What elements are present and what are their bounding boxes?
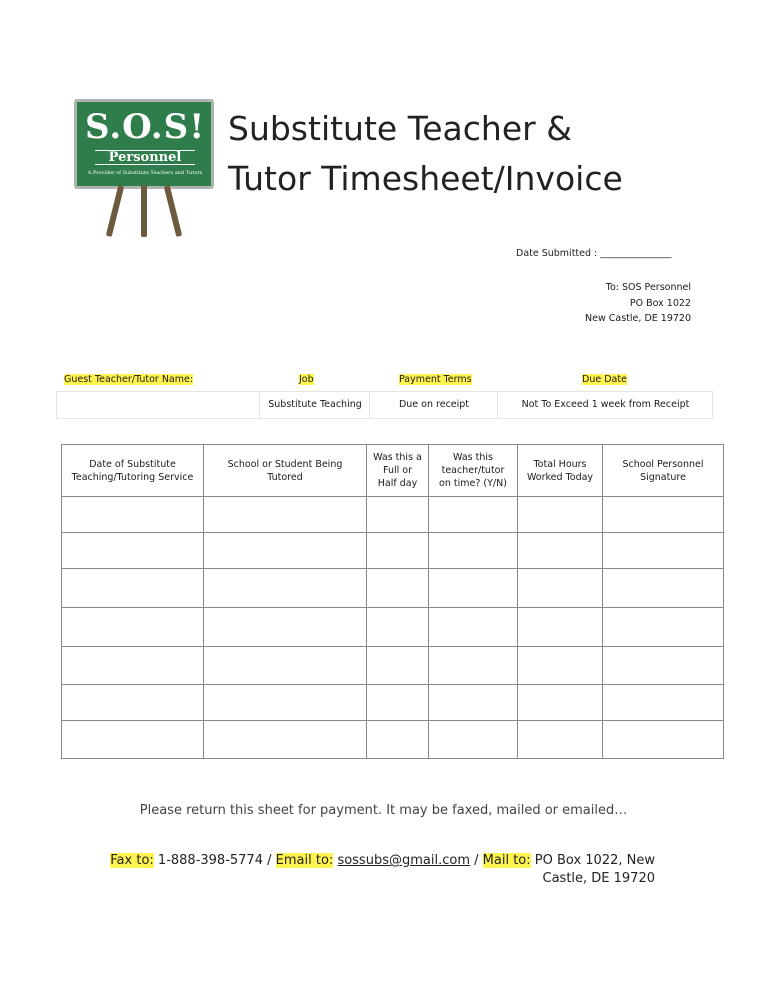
cell-on-time[interactable] — [429, 647, 518, 685]
date-submitted — [516, 248, 672, 259]
table-row — [62, 569, 724, 608]
cell-signature[interactable] — [603, 721, 724, 759]
recipient-address — [585, 280, 691, 327]
table-row — [62, 685, 724, 721]
job-value: Substitute Teaching — [259, 392, 370, 418]
cell-full-half[interactable] — [367, 647, 429, 685]
col-date-header: Date of Substitute Teaching/Tutoring Service — [62, 445, 204, 497]
col-full-half-header: Was this a Full or Half day — [367, 445, 429, 497]
table-row — [62, 721, 724, 759]
cell-signature[interactable] — [603, 497, 724, 533]
due-date-value: Not To Exceed 1 week from Receipt — [497, 392, 713, 418]
easel-leg-right — [164, 185, 182, 237]
mail-address-line-1: PO Box 1022, New — [534, 853, 655, 868]
cell-signature[interactable] — [603, 608, 724, 647]
cell-on-time[interactable] — [429, 685, 518, 721]
logo-chalkboard — [74, 99, 214, 189]
col-signature-header: School Personnel Signature — [603, 445, 724, 497]
header-guest-name: Guest Teacher/Tutor Name: — [64, 374, 194, 385]
cell-date[interactable] — [62, 497, 204, 533]
cell-hours[interactable] — [518, 569, 603, 608]
cell-date[interactable] — [62, 647, 204, 685]
date-submitted-field[interactable]: _______________ — [600, 248, 672, 259]
cell-hours[interactable] — [518, 647, 603, 685]
header-due-date: Due Date — [582, 374, 627, 385]
cell-signature[interactable] — [603, 685, 724, 721]
cell-on-time[interactable] — [429, 569, 518, 608]
sos-logo — [74, 99, 214, 239]
cell-on-time[interactable] — [429, 721, 518, 759]
email-link[interactable]: sossubs@gmail.com — [337, 853, 470, 868]
return-note: Please return this sheet for payment. It may be faxed, mailed or emailed… — [139, 803, 628, 818]
timesheet-header-row — [62, 445, 724, 497]
col-school-header: School or Student Being Tutored — [204, 445, 367, 497]
contact-info — [95, 852, 655, 888]
col-on-time-header: Was this teacher/tutor on time? (Y/N) — [429, 445, 518, 497]
address-line-2: PO Box 1022 — [629, 297, 691, 309]
title-line-2: Tutor Timesheet/Invoice — [228, 159, 623, 198]
table-row — [62, 608, 724, 647]
table-row — [62, 647, 724, 685]
cell-full-half[interactable] — [367, 497, 429, 533]
cell-signature[interactable] — [603, 647, 724, 685]
col-hours-header: Total Hours Worked Today — [518, 445, 603, 497]
cell-date[interactable] — [62, 569, 204, 608]
logo-text: S.O.S! — [85, 107, 206, 147]
date-submitted-label: Date Submitted : — [516, 248, 598, 259]
cell-school[interactable] — [204, 685, 367, 721]
title-line-1: Substitute Teacher & — [228, 109, 572, 148]
cell-full-half[interactable] — [367, 608, 429, 647]
cell-on-time[interactable] — [429, 497, 518, 533]
table-row — [62, 497, 724, 533]
separator: / — [267, 853, 272, 868]
cell-signature[interactable] — [603, 569, 724, 608]
fax-label: Fax to: — [110, 853, 154, 868]
cell-hours[interactable] — [518, 497, 603, 533]
cell-full-half[interactable] — [367, 685, 429, 721]
cell-hours[interactable] — [518, 533, 603, 569]
address-line-3: New Castle, DE 19720 — [585, 313, 691, 324]
logo-subtext: Personnel — [95, 150, 195, 165]
easel-leg-middle — [141, 185, 147, 237]
cell-hours[interactable] — [518, 721, 603, 759]
header-job: Job — [299, 374, 314, 385]
cell-on-time[interactable] — [429, 533, 518, 569]
email-label: Email to: — [275, 853, 334, 868]
cell-school[interactable] — [204, 569, 367, 608]
guest-name-field[interactable] — [57, 392, 259, 418]
info-table-header — [56, 374, 714, 389]
cell-date[interactable] — [62, 533, 204, 569]
cell-school[interactable] — [204, 721, 367, 759]
cell-school[interactable] — [204, 608, 367, 647]
separator: / — [474, 853, 479, 868]
cell-date[interactable] — [62, 685, 204, 721]
cell-full-half[interactable] — [367, 569, 429, 608]
cell-full-half[interactable] — [367, 721, 429, 759]
cell-hours[interactable] — [518, 685, 603, 721]
easel-leg-left — [106, 185, 124, 237]
cell-hours[interactable] — [518, 608, 603, 647]
header-payment-terms: Payment Terms — [399, 374, 472, 385]
cell-school[interactable] — [204, 647, 367, 685]
fax-number: 1-888-398-5774 — [157, 853, 263, 868]
cell-school[interactable] — [204, 533, 367, 569]
mail-address-line-2: Castle, DE 19720 — [542, 871, 655, 886]
page-title — [228, 104, 623, 204]
cell-on-time[interactable] — [429, 608, 518, 647]
logo-tagline: A Provider of Substitute Teachers and Tutors — [87, 170, 203, 176]
cell-date[interactable] — [62, 608, 204, 647]
cell-school[interactable] — [204, 497, 367, 533]
timesheet-table — [61, 444, 724, 759]
info-table-row — [56, 391, 713, 419]
cell-signature[interactable] — [603, 533, 724, 569]
table-row — [62, 533, 724, 569]
address-line-1: To: SOS Personnel — [605, 282, 691, 293]
cell-full-half[interactable] — [367, 533, 429, 569]
mail-label: Mail to: — [482, 853, 531, 868]
payment-terms-value: Due on receipt — [369, 392, 498, 418]
cell-date[interactable] — [62, 721, 204, 759]
